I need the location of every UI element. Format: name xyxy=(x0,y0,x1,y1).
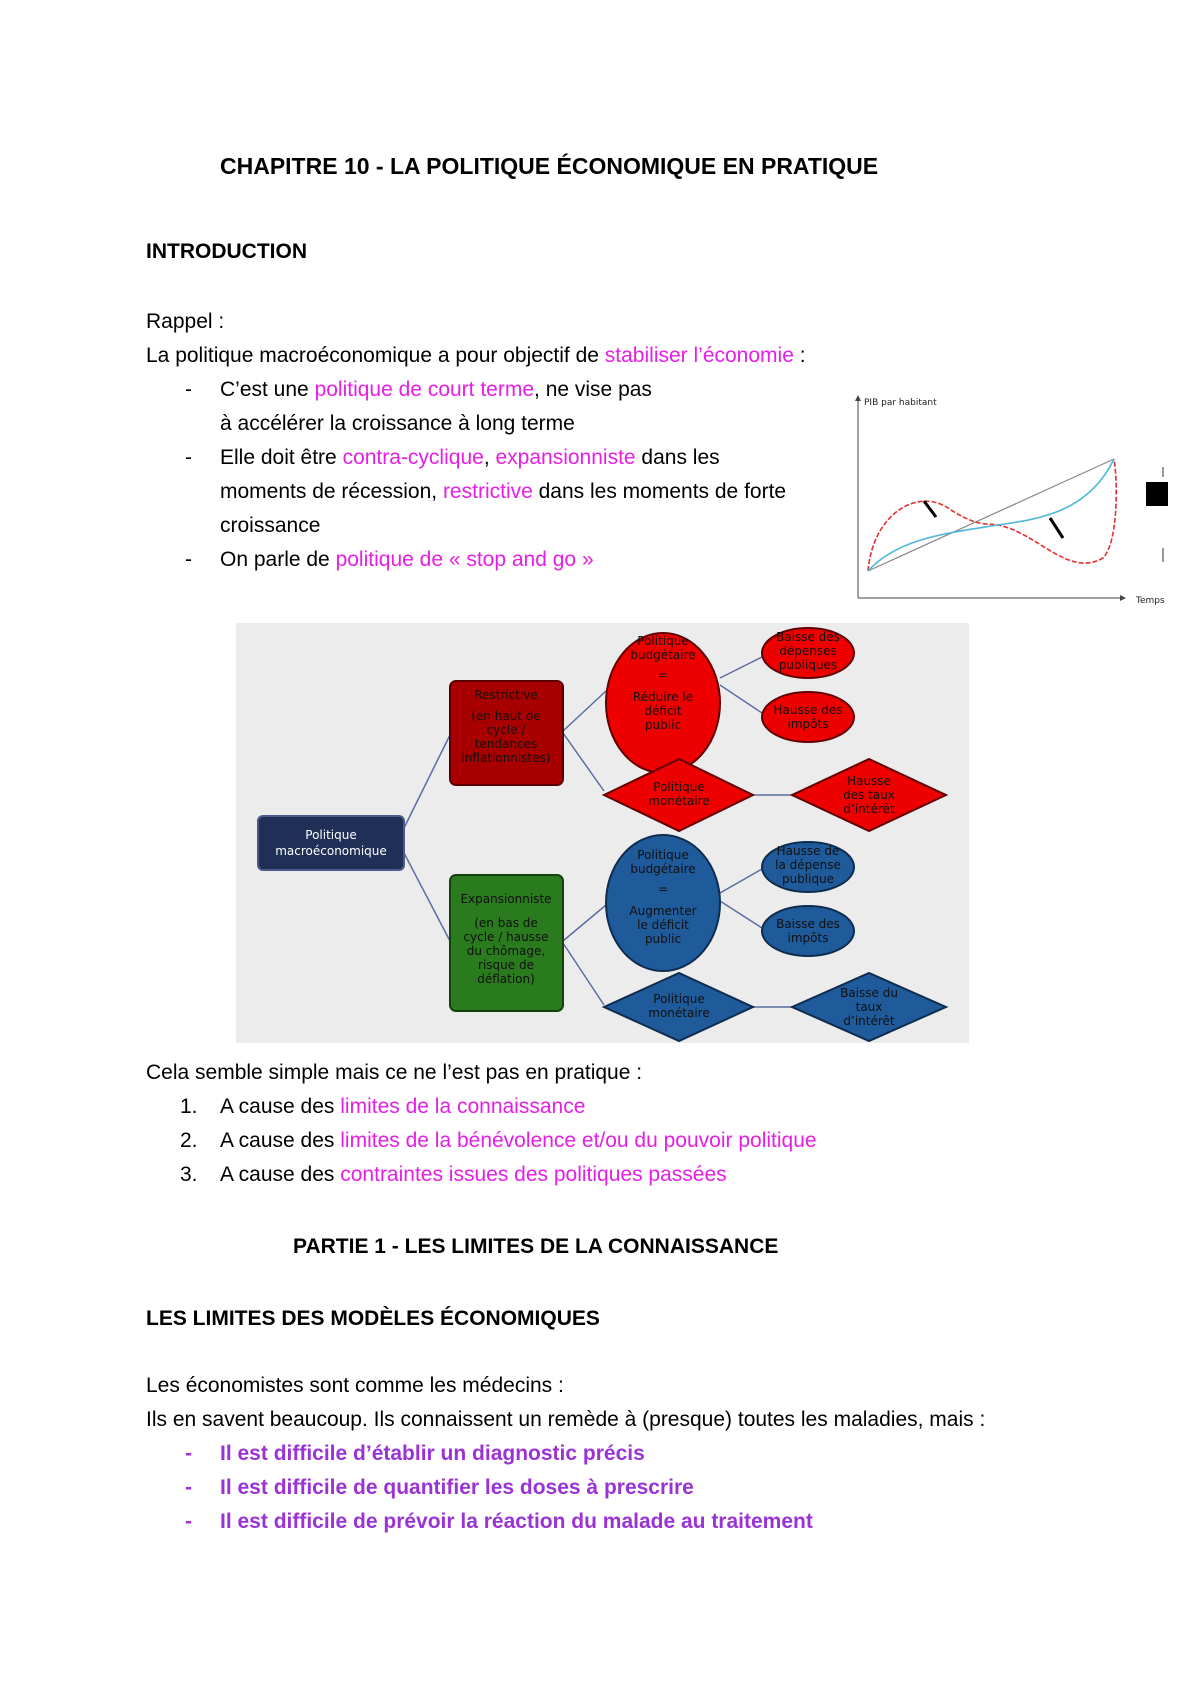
practice-highlight: contraintes issues des politiques passées xyxy=(340,1163,727,1186)
b3-pre: On parle de xyxy=(220,548,336,571)
edge-rbudget-dep xyxy=(720,657,762,678)
node-r-impots-line1: Hausse des xyxy=(773,703,843,717)
objective-highlight: stabiliser l’économie xyxy=(604,344,794,367)
node-e-taux-line2: taux xyxy=(855,1000,883,1014)
node-e-monetaire-line1: Politique xyxy=(653,992,705,1006)
bullet-dash: - xyxy=(185,1510,192,1533)
practice-item-1 xyxy=(0,1090,1000,1124)
edge-root-restrictive xyxy=(404,735,450,828)
practice-item-2 xyxy=(0,1124,1000,1158)
b2-highlight-1: contra-cyclique xyxy=(342,446,484,469)
part1-line2: Ils en savent beaucoup. Ils connaissent un remède à (presque) toutes les maladies, mais : xyxy=(146,1408,986,1431)
bullet-dash: - xyxy=(185,548,192,571)
intro-bullet-2 xyxy=(0,441,840,475)
practice-intro: Cela semble simple mais ce ne l’est pas en pratique : xyxy=(146,1061,643,1084)
practice-pre: A cause des xyxy=(220,1129,341,1152)
b2-highlight-3: restrictive xyxy=(442,480,533,503)
b2-line2-post: dans les moments de forte xyxy=(532,480,787,503)
b1-post: , ne vise pas xyxy=(534,378,652,401)
practice-item-3 xyxy=(0,1158,1000,1192)
b2-line2 xyxy=(220,475,786,509)
practice-pre: A cause des xyxy=(220,1163,341,1186)
b3-highlight: politique de « stop and go » xyxy=(335,548,594,571)
node-restrictive-line1: Restrictive xyxy=(474,688,538,702)
node-expansionniste-line3: cycle / hausse xyxy=(463,930,549,944)
b2-line3: croissance xyxy=(220,514,321,537)
node-expansionniste-line4: du chômage, xyxy=(466,944,546,958)
rappel-label: Rappel : xyxy=(146,310,225,333)
bullet-dash: - xyxy=(185,1442,192,1465)
practice-pre: A cause des xyxy=(220,1095,341,1118)
node-e-budget-line2: budgétaire xyxy=(630,862,696,876)
node-r-monetaire-line2: monétaire xyxy=(648,794,710,808)
node-r-budget-line2: budgétaire xyxy=(630,648,696,662)
part1-bullet-1 xyxy=(0,1437,1000,1471)
node-restrictive-line2: (en haut de xyxy=(471,709,541,723)
node-e-budget-line5: le déficit xyxy=(637,918,689,932)
node-expansionniste-line5: risque de xyxy=(478,958,534,972)
node-r-budget-line3: = xyxy=(657,668,669,682)
stabilization-arrow-1 xyxy=(924,501,936,517)
part1-line1: Les économistes sont comme les médecins : xyxy=(146,1374,564,1397)
b1-line2: à accélérer la croissance à long terme xyxy=(220,412,575,435)
node-e-monetaire-line2: monétaire xyxy=(648,1006,710,1020)
practice-num: 3. xyxy=(180,1163,198,1186)
stabilization-arrow-2 xyxy=(1050,518,1063,538)
node-r-budget-line1: Politique xyxy=(637,634,689,648)
y-axis-label: PIB par habitant xyxy=(864,398,937,408)
b2-highlight-2: expansionniste xyxy=(495,446,636,469)
objective-sentence xyxy=(146,339,806,373)
node-macro-line2: macroéconomique xyxy=(275,844,387,858)
b2-mid-2: dans les xyxy=(635,446,720,469)
node-r-taux-line1: Hausse xyxy=(847,774,891,788)
part1-bullet-text: Il est difficile de prévoir la réaction du malade au traitement xyxy=(220,1510,813,1533)
part1-bullet-text: Il est difficile d’établir un diagnostic précis xyxy=(220,1442,645,1465)
bullet-dash: - xyxy=(185,446,192,469)
node-expansionniste-line1: Expansionniste xyxy=(460,892,552,906)
node-r-taux-line3: d’intérêt xyxy=(843,802,895,816)
edge-expansionniste-monetaire xyxy=(563,943,604,1005)
b2-mid-1: , xyxy=(483,446,496,469)
edge-rbudget-imp xyxy=(720,685,762,713)
node-macro xyxy=(258,816,404,870)
b1-highlight: politique de court terme xyxy=(314,378,535,401)
bullet-dash: - xyxy=(185,1476,192,1499)
node-e-taux-line3: d’intérêt xyxy=(843,1014,895,1028)
node-restrictive-line5: inflationnistes) xyxy=(461,751,551,765)
node-expansionniste-line6: déflation) xyxy=(477,972,535,986)
node-e-taux-line1: Baisse du xyxy=(840,986,898,1000)
part1-bullet-3 xyxy=(0,1505,1000,1539)
objective-pre: La politique macroéconomique a pour objectif de xyxy=(146,344,605,367)
node-e-budget-line1: Politique xyxy=(637,848,689,862)
edge-ebudget-imp xyxy=(720,901,762,928)
node-restrictive-line4: tendances xyxy=(474,737,538,751)
node-r-impots-line2: impôts xyxy=(787,717,829,731)
b1-pre: C’est une xyxy=(220,378,315,401)
node-expansionniste-line2: (en bas de xyxy=(474,916,538,930)
practice-highlight: limites de la connaissance xyxy=(340,1095,586,1118)
b2-line2-pre: moments de récession, xyxy=(220,480,443,503)
objective-post: : xyxy=(793,344,806,367)
policy-diagram xyxy=(236,623,969,1043)
node-r-depenses-line2: dépenses xyxy=(779,644,837,658)
node-e-depense-line3: publique xyxy=(781,872,835,886)
edge-expansionniste-budget xyxy=(563,905,606,941)
node-r-budget-line6: public xyxy=(644,718,682,732)
intro-bullet-1 xyxy=(0,373,840,407)
practice-highlight: limites de la bénévolence et/ou du pouvoir politique xyxy=(340,1129,817,1152)
business-cycle-chart xyxy=(838,393,1178,615)
node-e-impots-line2: impôts xyxy=(787,931,829,945)
part1-bullet-text: Il est difficile de quantifier les doses à prescrire xyxy=(220,1476,694,1499)
y-axis-arrow xyxy=(855,395,861,401)
x-axis-label: Temps xyxy=(1136,596,1165,606)
edge-root-expansionniste xyxy=(404,853,450,941)
trend-line xyxy=(868,459,1114,571)
node-e-budget-line4: Augmenter xyxy=(629,904,697,918)
practice-num: 1. xyxy=(180,1095,198,1118)
node-e-budget-line3: = xyxy=(657,882,669,896)
node-e-budget-line6: public xyxy=(644,932,682,946)
node-e-depense-line2: la dépense xyxy=(775,858,841,872)
node-r-budget-line4: Réduire le xyxy=(632,690,694,704)
node-restrictive-line3: cycle / xyxy=(486,723,526,737)
node-e-impots-line1: Baisse des xyxy=(776,917,840,931)
edge-restrictive-monetaire xyxy=(563,733,604,791)
practice-num: 2. xyxy=(180,1129,198,1152)
node-r-budget-line5: déficit xyxy=(644,704,682,718)
part1-subheading: LES LIMITES DES MODÈLES ÉCONOMIQUES xyxy=(146,1307,600,1330)
edge-restrictive-budget xyxy=(563,691,606,731)
node-r-depenses-line3: publiques xyxy=(778,658,838,672)
b2-pre: Elle doit être xyxy=(220,446,343,469)
page-title: CHAPITRE 10 - LA POLITIQUE ÉCONOMIQUE EN PRATIQUE xyxy=(220,153,879,179)
node-macro-line1: Politique xyxy=(305,828,357,842)
edge-ebudget-dep xyxy=(720,869,762,893)
margin-tick xyxy=(1162,548,1164,562)
bullet-dash: - xyxy=(185,378,192,401)
node-e-depense-line1: Hausse de xyxy=(776,844,840,858)
part1-heading: PARTIE 1 - LES LIMITES DE LA CONNAISSANCE xyxy=(293,1235,779,1258)
intro-heading: INTRODUCTION xyxy=(146,240,307,263)
intro-bullet-3 xyxy=(0,543,840,577)
part1-bullet-2 xyxy=(0,1471,1000,1505)
node-r-taux-line2: des taux xyxy=(843,788,895,802)
node-r-depenses-line1: Baisse des xyxy=(776,630,840,644)
margin-marker xyxy=(1146,482,1168,506)
x-axis-arrow xyxy=(1120,595,1126,601)
node-r-monetaire-line1: Politique xyxy=(653,780,705,794)
margin-tick xyxy=(1162,467,1164,477)
